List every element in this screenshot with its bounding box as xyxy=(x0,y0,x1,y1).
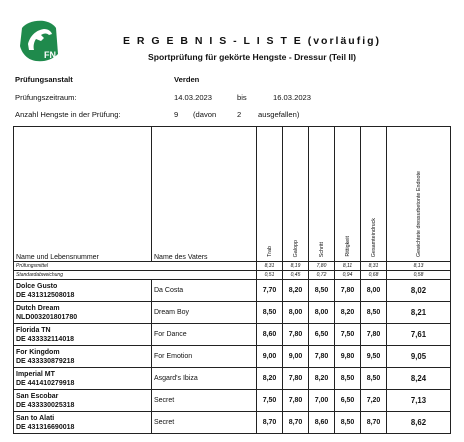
period-from: 14.03.2023 xyxy=(174,93,213,102)
stat-label: Prüfungsmittel xyxy=(14,262,257,271)
final-score: 8,24 xyxy=(387,368,451,390)
score-cell: 8,50 xyxy=(257,302,283,324)
horse-name: Imperial MT xyxy=(16,370,55,378)
horse-name: Florida TN xyxy=(16,326,51,334)
horse-name: Dolce Gusto xyxy=(16,282,58,290)
score-cell: 8,50 xyxy=(335,412,361,434)
score-cell: 8,60 xyxy=(257,324,283,346)
count-davon: (davon xyxy=(193,110,217,119)
stat-value: 7,80 xyxy=(309,262,335,271)
final-score: 8,62 xyxy=(387,412,451,434)
score-cell: 7,80 xyxy=(309,346,335,368)
score-cell: 7,80 xyxy=(283,390,309,412)
horse-life-number: DE 433330879218 xyxy=(16,357,75,365)
score-cell: 9,80 xyxy=(335,346,361,368)
stat-value: 8,19 xyxy=(283,262,309,271)
final-score: 8,02 xyxy=(387,280,451,302)
stat-value: 8,13 xyxy=(387,262,451,271)
horse-life-number: DE 433330025318 xyxy=(16,401,75,409)
col-header-schritt: Schritt xyxy=(309,127,335,262)
score-cell: 8,50 xyxy=(335,368,361,390)
stat-value: 0,45 xyxy=(283,271,309,280)
horse-cell xyxy=(14,346,152,368)
table-row xyxy=(14,368,451,390)
score-cell: 7,70 xyxy=(257,280,283,302)
table-row xyxy=(14,302,451,324)
score-cell: 8,20 xyxy=(283,280,309,302)
svg-text:FN: FN xyxy=(44,50,56,60)
score-cell: 7,50 xyxy=(335,324,361,346)
score-cell: 8,50 xyxy=(361,302,387,324)
col-header-gesamteindruck: Gesamteindruck xyxy=(361,127,387,262)
score-cell: 8,00 xyxy=(361,280,387,302)
score-cell: 8,70 xyxy=(257,412,283,434)
table-row xyxy=(14,412,451,434)
sire-name: For Emotion xyxy=(152,346,257,368)
score-cell: 7,80 xyxy=(361,324,387,346)
horse-cell xyxy=(14,324,152,346)
table-row xyxy=(14,346,451,368)
period-separator: bis xyxy=(237,93,247,102)
col-header-rittigkeit: Rittigkeit xyxy=(335,127,361,262)
table-header-row xyxy=(14,127,451,262)
horse-life-number: DE 431312508018 xyxy=(16,291,75,299)
score-cell: 8,50 xyxy=(361,368,387,390)
sire-name: Secret xyxy=(152,390,257,412)
count-value: 9 xyxy=(174,110,179,119)
horse-name: San to Alati xyxy=(16,414,55,422)
stat-value: 0,94 xyxy=(335,271,361,280)
stat-label: Standardabweichung xyxy=(14,271,257,280)
col-header-name: Name und Lebensnummer xyxy=(14,127,152,262)
stat-value: 0,58 xyxy=(387,271,451,280)
count-suffix: ausgefallen) xyxy=(258,110,300,119)
score-cell: 8,60 xyxy=(309,412,335,434)
table-row xyxy=(14,390,451,412)
score-cell: 8,00 xyxy=(283,302,309,324)
final-score: 9,05 xyxy=(387,346,451,368)
score-cell: 8,70 xyxy=(283,412,309,434)
score-cell: 6,50 xyxy=(335,390,361,412)
horse-cell xyxy=(14,368,152,390)
period-label: Prüfungszeitraum: xyxy=(15,93,77,102)
stat-value: 8,11 xyxy=(335,262,361,271)
score-cell: 8,50 xyxy=(309,280,335,302)
score-cell: 9,00 xyxy=(257,346,283,368)
stat-row-mean xyxy=(14,262,451,271)
col-header-endnote: Gewichtete dressurbetonte Endnote xyxy=(387,127,451,262)
score-cell: 8,00 xyxy=(309,302,335,324)
stat-value: 0,72 xyxy=(309,271,335,280)
score-cell: 7,50 xyxy=(257,390,283,412)
document-subtitle: Sportprüfung für gekörte Hengste - Dressur (Teil II) xyxy=(147,52,357,62)
final-score: 8,21 xyxy=(387,302,451,324)
score-cell: 7,20 xyxy=(361,390,387,412)
horse-name: For Kingdom xyxy=(16,348,60,356)
horse-life-number: DE 433332114018 xyxy=(16,335,74,343)
score-cell: 9,00 xyxy=(283,346,309,368)
score-cell: 8,20 xyxy=(335,302,361,324)
horse-life-number: NLD003201801780 xyxy=(16,313,78,321)
stat-value: 0,51 xyxy=(257,271,283,280)
col-header-sire: Name des Vaters xyxy=(152,127,257,262)
stat-value: 0,68 xyxy=(361,271,387,280)
final-score: 7,61 xyxy=(387,324,451,346)
venue-value: Verden xyxy=(174,75,200,84)
final-score: 7,13 xyxy=(387,390,451,412)
sire-name: Dream Boy xyxy=(152,302,257,324)
horse-name: San Escobar xyxy=(16,392,59,400)
horse-life-number: DE 431316690018 xyxy=(16,423,75,431)
score-cell: 7,80 xyxy=(335,280,361,302)
count-dropped: 2 xyxy=(237,110,242,119)
score-cell: 8,20 xyxy=(309,368,335,390)
sire-name: Secret xyxy=(152,412,257,434)
horse-cell xyxy=(14,280,152,302)
score-cell: 7,00 xyxy=(309,390,335,412)
stat-row-sd xyxy=(14,271,451,280)
score-cell: 8,20 xyxy=(257,368,283,390)
score-cell: 7,80 xyxy=(283,324,309,346)
sire-name: Da Costa xyxy=(152,280,257,302)
document-title: E R G E B N I S - L I S T E (vorläufig) xyxy=(122,35,382,47)
horse-cell xyxy=(14,412,152,434)
col-header-trab: Trab xyxy=(257,127,283,262)
score-cell: 7,80 xyxy=(283,368,309,390)
horse-cell xyxy=(14,390,152,412)
horse-cell xyxy=(14,302,152,324)
score-cell: 8,70 xyxy=(361,412,387,434)
sire-name: For Dance xyxy=(152,324,257,346)
stat-value: 8,31 xyxy=(361,262,387,271)
results-table xyxy=(13,126,451,434)
stat-value: 8,31 xyxy=(257,262,283,271)
table-row xyxy=(14,280,451,302)
table-row xyxy=(14,324,451,346)
score-cell: 9,50 xyxy=(361,346,387,368)
sire-name: Asgard's Ibiza xyxy=(152,368,257,390)
count-label: Anzahl Hengste in der Prüfung: xyxy=(15,110,121,119)
venue-label: Prüfungsanstalt xyxy=(15,75,73,84)
col-header-galopp: Galopp xyxy=(283,127,309,262)
horse-life-number: DE 441410279918 xyxy=(16,379,75,387)
horse-name: Dutch Dream xyxy=(16,304,60,312)
score-cell: 6,50 xyxy=(309,324,335,346)
period-to: 16.03.2023 xyxy=(273,93,312,102)
